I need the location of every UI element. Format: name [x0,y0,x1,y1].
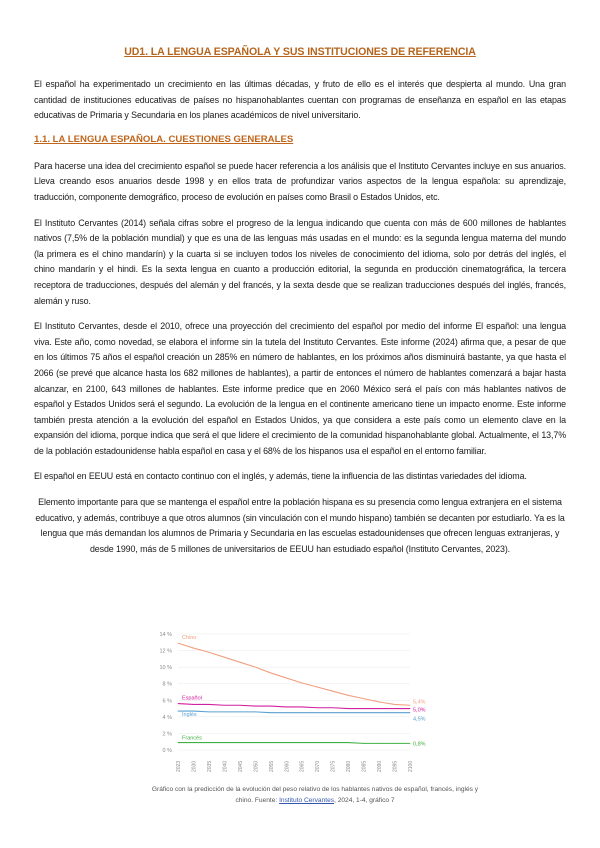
series-label: Inglés [182,712,197,719]
series-label: Español [182,695,202,702]
data-point [286,678,287,679]
series-label: Francés [182,735,202,742]
y-tick-label: 12 % [159,648,172,655]
data-point [270,706,271,707]
data-point [178,703,179,704]
end-value-label: 0,8% [413,741,426,748]
data-point [193,704,194,705]
series-line-español [178,704,410,709]
data-point [239,705,240,706]
y-tick-label: 0 % [162,748,172,754]
paragraph-proyeccion: El Instituto Cervantes, desde el 2010, ofrece una proyección del crecimiento del español por medio del informe El español: una lengua viva. Este año, como novedad, se elabora el informe sin la tutela del Instituto Cervantes. Este informe (2024) afirma que, a pesar de que en los últimos 75 años el español creación un 285% en número de hablantes, en los próximos años disminuirá bastante, ya que hasta el 2066 (se prevé que alcance hasta los 682 millones de hablantes), a partir de entonces el número de hablantes comenzará a bajar hasta alcanzar, en 2100, 643 millones de hablantes. Este informe predice que en 2060 México será el país con más hablantes nativos de español y Estados Unidos será el segundo. La evolución de la lengua en el continente americano tiene un impacto enorme. Este informe también presta atención a la evolución del español en Estados Unidos, ya que considera a este país como un elemento clave en la expansión del idioma, porque indica que será el que lidere el crecimiento de la comunidad hispanohablante global. Actualmente, el 13,7% de la población estadounidense habla español en casa y el 68% de los hispanos usa el español en el entorno familiar. [34,321,566,456]
line-chart [148,616,448,798]
y-tick-label: 6 % [162,698,172,705]
data-point [178,643,179,644]
data-point [379,712,380,713]
series-label: Chino [182,635,197,642]
data-point [270,712,271,713]
paragraph-cifras: El Instituto Cervantes (2014) señala cifras sobre el progreso de la lengua indicando que cuenta con más de 600 millones de hablantes nativos (7,5% de la población mundial) y que es una de las lenguas más usadas en el mundo: es la segunda lengua materna del mundo (la primera es el chino mandarín) y la cuarta si se incluyen todos los niveles de conocimiento del idioma, solo por detrás del inglés, el chino mandarín y el hindi. Es la sexta lengua en cuanto a producción editorial, la segunda en producción cinematográfica, la tercera receptora de traducciones, después del alemán y del francés, y la sexta desde que se realizan traducciones después del inglés, francés, alemán y ruso. [34,217,566,306]
data-point [255,706,256,707]
data-point [255,711,256,712]
data-point [224,711,225,712]
data-point [332,691,333,692]
x-tick-label: 2095 [392,760,399,772]
data-point [209,742,210,743]
y-tick-label: 4 % [162,714,172,721]
x-tick-label: 2085 [361,760,368,772]
data-point [209,704,210,705]
data-point [348,742,349,743]
data-point [209,652,210,653]
x-tick-label: 2080 [346,760,353,772]
data-point [301,707,302,708]
data-point [209,711,210,712]
data-point [394,708,395,709]
y-tick-label: 8 % [162,681,172,688]
section-heading: 1.1. LA LENGUA ESPAÑOLA. CUESTIONES GENERALES [34,133,294,145]
data-point [363,698,364,699]
x-tick-label: 2070 [315,760,322,772]
data-point [193,648,194,649]
data-point [301,742,302,743]
data-point [270,742,271,743]
y-tick-label: 14 % [159,632,172,638]
series-line-inglés [178,711,410,713]
document-page [34,46,566,561]
series-line-francés [178,743,410,744]
data-point [317,707,318,708]
x-tick-label: 2035 [206,760,213,772]
caption-link[interactable]: Instituto Cervantes [279,797,335,804]
y-tick-label: 10 % [159,665,172,672]
data-point [332,742,333,743]
data-point [178,742,179,743]
end-value-label: 5,0% [413,707,426,714]
data-point [301,682,302,683]
chart-caption [150,784,480,806]
data-point [410,705,411,706]
data-point [410,712,411,713]
data-point [348,708,349,709]
data-point [239,742,240,743]
data-point [239,711,240,712]
paragraph-eeuu: El español en EEUU está en contacto continuo con el inglés, y además, tiene la influencia de las distintas variedades del idioma. [34,471,527,482]
x-tick-label: 2060 [284,760,291,772]
x-tick-label: 2090 [377,760,384,772]
data-point [255,667,256,668]
data-point [379,743,380,744]
data-point [348,695,349,696]
data-point [394,704,395,705]
data-point [255,742,256,743]
data-point [317,742,318,743]
x-tick-label: 2055 [268,760,275,772]
data-point [317,712,318,713]
data-point [178,711,179,712]
intro-paragraph: El español ha experimentado un crecimiento en las últimas décadas, y fruto de ello es el interés que despierta al mundo. Una gran cantidad de instituciones educativas de países no hispanohablantes cuentan con programas de enseñanza en español en las etapas educativas de Primaria y Secundaria en los planes académicos de nivel universitario. [34,79,566,121]
data-point [332,712,333,713]
data-point [363,712,364,713]
data-point [394,712,395,713]
paragraph-educacion: Elemento importante para que se mantenga el español entre la población hispana es su presencia como lengua extranjera en el sistema educativo, y además, contribuye a que otros alumnos (sin vinculación con el mundo hispano) también se decanten por estudiarlo. Ya es la lengua que más demandan los alumnos de Primaria y Secundaria en las escuelas estadounidenses que ofrecen lenguas extranjeras, y desde 1990, más de 5 millones de universitarios de EEUU han estudiado español (Instituto Cervantes, 2023). [35,497,565,554]
data-point [394,743,395,744]
data-point [363,708,364,709]
data-point [286,712,287,713]
end-value-label: 5,4% [413,699,426,706]
x-tick-label: 2045 [237,760,244,772]
data-point [286,742,287,743]
data-point [317,687,318,688]
data-point [224,705,225,706]
x-tick-label: 2030 [191,760,198,772]
data-point [301,712,302,713]
x-tick-label: 2075 [330,760,337,772]
x-tick-label: 2050 [253,760,260,772]
x-tick-label: 2040 [222,760,229,772]
data-point [410,708,411,709]
data-point [348,712,349,713]
data-point [379,702,380,703]
data-point [193,742,194,743]
caption-tail: , 2024, 1-4, gráfico 7 [334,797,395,804]
y-tick-label: 2 % [162,731,172,738]
data-point [286,707,287,708]
data-point [239,662,240,663]
x-tick-label: 2023 [176,760,182,772]
series-line-chino [178,643,410,705]
data-point [332,707,333,708]
end-value-label: 4,5% [413,716,426,723]
x-tick-label: 2065 [299,760,306,772]
chart-container [148,616,448,798]
page-title: UD1. LA LENGUA ESPAÑOLA Y SUS INSTITUCIONES DE REFERENCIA [124,46,476,58]
data-point [363,743,364,744]
data-point [224,657,225,658]
paragraph-anuarios: Para hacerse una idea del crecimiento español se puede hacer referencia a los análisis que el Instituto Cervantes incluye en sus anuarios. Lleva creando esos anuarios desde 1998 y en ellos trata de profundizar varios aspectos de la lengua española: su aprendizaje, traducción, componente demográfico, proceso de evolución en países como Brasil o Estados Unidos, etc. [34,160,566,202]
caption-text: Gráfico con la predicción de la evolución del peso relativo de los hablantes nativos de español, francés, inglés y chino. Fuente: [151,786,479,804]
data-point [379,708,380,709]
data-point [224,742,225,743]
data-point [270,673,271,674]
x-tick-label: 2100 [408,760,414,772]
data-point [410,743,411,744]
